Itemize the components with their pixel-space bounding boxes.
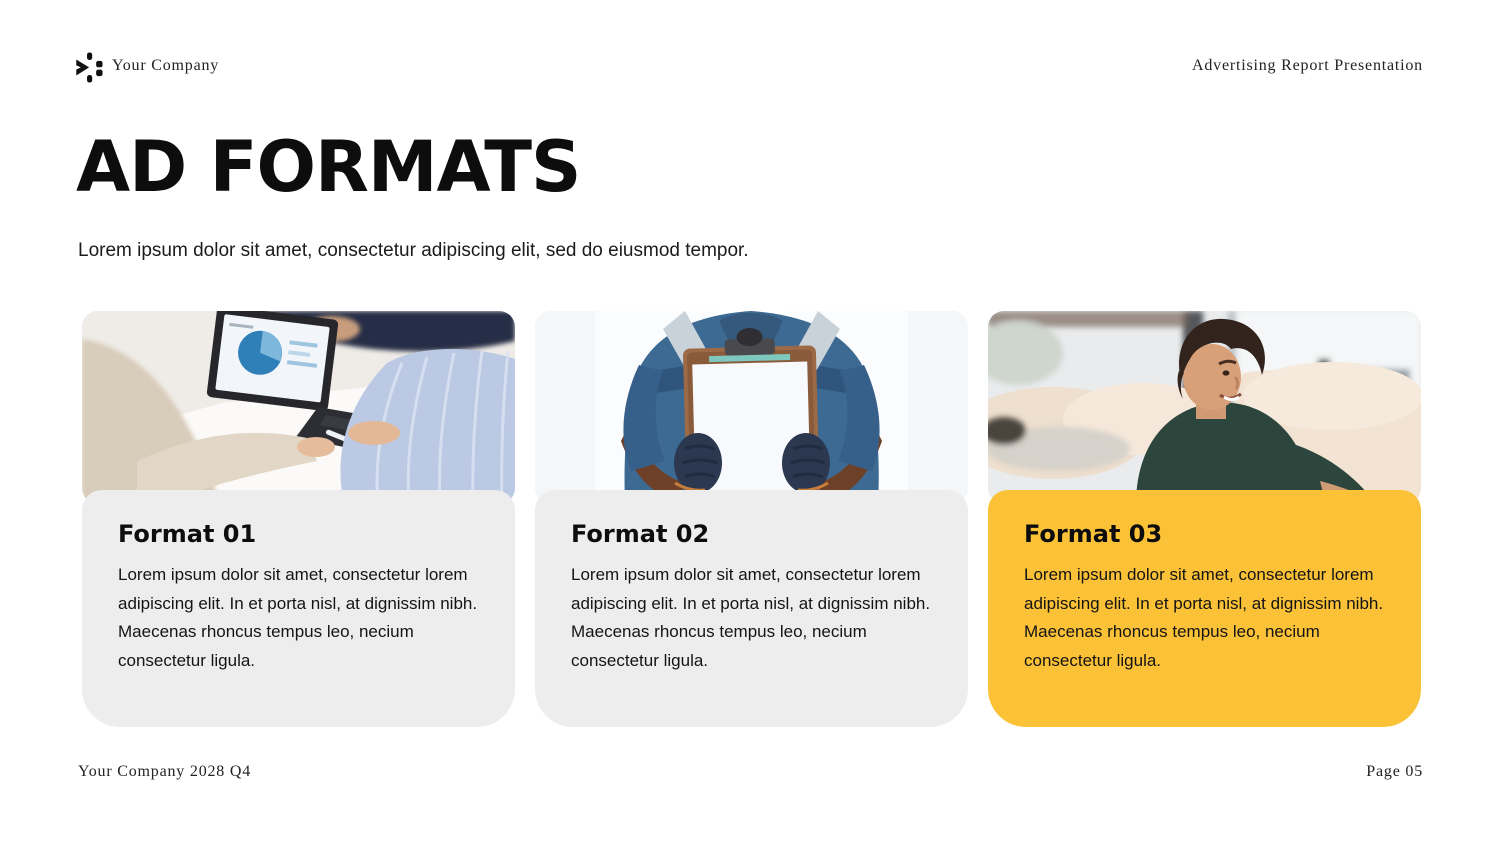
page-subtitle: Lorem ipsum dolor sit amet, consectetur adipiscing elit, sed do eiusmod tempor. xyxy=(78,240,749,261)
format-01-heading: Format 01 xyxy=(118,520,257,548)
business-meeting-photo xyxy=(82,311,515,504)
format-02-text: Lorem ipsum dolor sit amet, consectetur lorem adipiscing elit. In et porta nisl, at dignissim nibh. Maecenas rhoncus tempus leo, necium consectetur ligula. xyxy=(571,565,931,670)
page-title: AD FORMATS xyxy=(76,126,581,208)
man-on-couch-photo xyxy=(988,311,1421,504)
format-cards-row xyxy=(82,311,1421,727)
format-01-card xyxy=(82,311,515,727)
format-02-heading: Format 02 xyxy=(571,520,710,548)
presentation-title: Advertising Report Presentation xyxy=(1192,57,1423,74)
asterisk-logo-icon xyxy=(75,52,105,84)
footer-page-number: Page 05 xyxy=(1366,763,1423,780)
format-01-text: Lorem ipsum dolor sit amet, consectetur lorem adipiscing elit. In et porta nisl, at dignissim nibh. Maecenas rhoncus tempus leo, necium consectetur ligula. xyxy=(118,565,478,670)
worker-clipboard-photo xyxy=(535,311,968,504)
footer-company-date: Your Company 2028 Q4 xyxy=(78,763,252,780)
format-03-heading: Format 03 xyxy=(1024,520,1163,548)
format-03-body xyxy=(988,490,1421,727)
company-name: Your Company xyxy=(112,57,220,74)
slide-header xyxy=(0,0,1500,100)
format-02-body xyxy=(535,490,968,727)
format-03-text: Lorem ipsum dolor sit amet, consectetur lorem adipiscing elit. In et porta nisl, at dignissim nibh. Maecenas rhoncus tempus leo, necium consectetur ligula. xyxy=(1024,565,1384,670)
format-01-body xyxy=(82,490,515,727)
format-03-card xyxy=(988,311,1421,727)
format-02-card xyxy=(535,311,968,727)
